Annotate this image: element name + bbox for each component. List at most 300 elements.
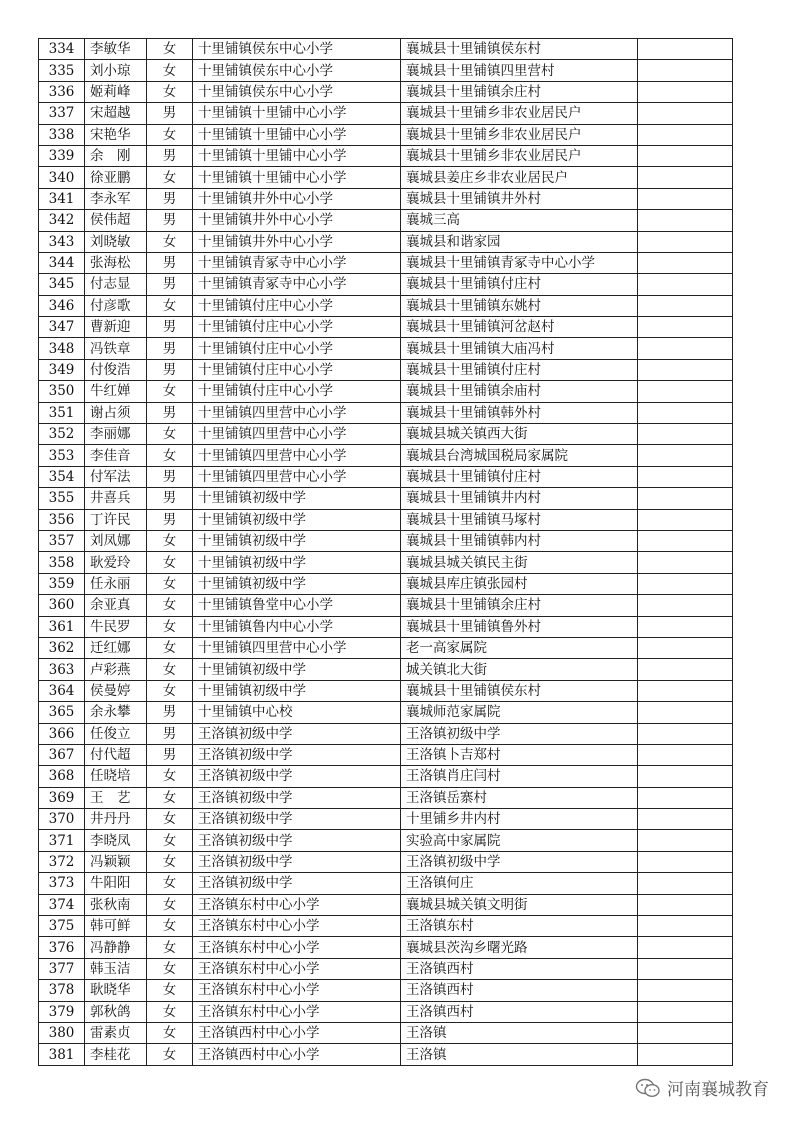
cell-address: 襄城县十里铺镇余庄村 — [401, 595, 638, 616]
cell-number: 365 — [39, 702, 85, 723]
cell-gender: 女 — [147, 167, 193, 188]
cell-school: 十里铺镇青冢寺中心小学 — [193, 252, 401, 273]
cell-number: 379 — [39, 1001, 85, 1022]
cell-name: 井丹丹 — [85, 809, 147, 830]
cell-address: 襄城县城关镇文明街 — [401, 894, 638, 915]
cell-school: 王洛镇初级中学 — [193, 723, 401, 744]
table-row — [39, 338, 733, 359]
cell-number: 363 — [39, 659, 85, 680]
cell-number: 361 — [39, 616, 85, 637]
cell-name: 侯伟超 — [85, 210, 147, 231]
table-row — [39, 680, 733, 701]
cell-number: 375 — [39, 916, 85, 937]
cell-note — [638, 252, 733, 273]
table-row — [39, 552, 733, 573]
cell-address: 襄城县十里铺镇侯东村 — [401, 39, 638, 60]
table-row — [39, 466, 733, 487]
cell-gender: 女 — [147, 595, 193, 616]
cell-school: 十里铺镇付庄中心小学 — [193, 359, 401, 380]
cell-note — [638, 488, 733, 509]
cell-address: 襄城县十里铺镇韩外村 — [401, 402, 638, 423]
watermark — [635, 1075, 769, 1100]
table-row — [39, 1001, 733, 1022]
cell-address: 王洛镇岳寨村 — [401, 787, 638, 808]
cell-note — [638, 530, 733, 551]
table-row — [39, 723, 733, 744]
cell-note — [638, 424, 733, 445]
cell-school: 十里铺镇鲁堂中心小学 — [193, 595, 401, 616]
cell-name: 李晓凤 — [85, 830, 147, 851]
cell-school: 王洛镇西村中心小学 — [193, 1044, 401, 1065]
cell-note — [638, 381, 733, 402]
table-row — [39, 616, 733, 637]
cell-school: 王洛镇初级中学 — [193, 787, 401, 808]
table-row — [39, 916, 733, 937]
cell-school: 十里铺镇四里营中心小学 — [193, 445, 401, 466]
cell-address: 襄城县茨沟乡曙光路 — [401, 937, 638, 958]
table-row — [39, 60, 733, 81]
cell-name: 付志显 — [85, 274, 147, 295]
cell-school: 十里铺镇井外中心小学 — [193, 188, 401, 209]
cell-note — [638, 1044, 733, 1065]
cell-number: 335 — [39, 60, 85, 81]
cell-name: 侯曼婷 — [85, 680, 147, 701]
cell-name: 徐亚鹏 — [85, 167, 147, 188]
cell-name: 张秋南 — [85, 894, 147, 915]
watermark-text: 河南襄城教育 — [667, 1080, 769, 1100]
cell-gender: 女 — [147, 552, 193, 573]
cell-note — [638, 338, 733, 359]
cell-school: 十里铺镇井外中心小学 — [193, 231, 401, 252]
cell-number: 336 — [39, 81, 85, 102]
cell-address: 王洛镇卜吉郑村 — [401, 744, 638, 765]
cell-gender: 女 — [147, 295, 193, 316]
cell-address: 王洛镇西村 — [401, 958, 638, 979]
cell-gender: 女 — [147, 573, 193, 594]
cell-address: 王洛镇何庄 — [401, 873, 638, 894]
cell-school: 十里铺镇初级中学 — [193, 573, 401, 594]
cell-address: 王洛镇初级中学 — [401, 851, 638, 872]
cell-school: 王洛镇初级中学 — [193, 744, 401, 765]
cell-school: 十里铺镇初级中学 — [193, 488, 401, 509]
cell-number: 347 — [39, 317, 85, 338]
cell-gender: 女 — [147, 1022, 193, 1043]
cell-gender: 男 — [147, 317, 193, 338]
cell-gender: 男 — [147, 274, 193, 295]
cell-school: 十里铺镇中心校 — [193, 702, 401, 723]
cell-address: 襄城县十里铺镇付庄村 — [401, 359, 638, 380]
cell-number: 364 — [39, 680, 85, 701]
cell-school: 十里铺镇十里铺中心小学 — [193, 145, 401, 166]
table-row — [39, 980, 733, 1001]
table-row — [39, 873, 733, 894]
cell-name: 迁红娜 — [85, 637, 147, 658]
cell-name: 冯静静 — [85, 937, 147, 958]
cell-number: 354 — [39, 466, 85, 487]
cell-gender: 男 — [147, 188, 193, 209]
cell-name: 雷素贞 — [85, 1022, 147, 1043]
cell-name: 余亚真 — [85, 595, 147, 616]
cell-name: 任俊立 — [85, 723, 147, 744]
cell-school: 十里铺镇四里营中心小学 — [193, 402, 401, 423]
table-row — [39, 359, 733, 380]
cell-gender: 女 — [147, 124, 193, 145]
cell-number: 352 — [39, 424, 85, 445]
cell-note — [638, 637, 733, 658]
cell-address: 王洛镇 — [401, 1022, 638, 1043]
table-row — [39, 809, 733, 830]
cell-gender: 女 — [147, 81, 193, 102]
cell-name: 付代超 — [85, 744, 147, 765]
cell-gender: 女 — [147, 766, 193, 787]
cell-note — [638, 359, 733, 380]
cell-number: 366 — [39, 723, 85, 744]
table-row — [39, 231, 733, 252]
cell-note — [638, 317, 733, 338]
cell-number: 334 — [39, 39, 85, 60]
table-row — [39, 188, 733, 209]
table-row — [39, 530, 733, 551]
cell-gender: 女 — [147, 231, 193, 252]
cell-note — [638, 702, 733, 723]
cell-number: 381 — [39, 1044, 85, 1065]
cell-note — [638, 958, 733, 979]
cell-note — [638, 295, 733, 316]
cell-school: 十里铺镇四里营中心小学 — [193, 466, 401, 487]
table-row — [39, 103, 733, 124]
cell-school: 十里铺镇付庄中心小学 — [193, 317, 401, 338]
cell-gender: 女 — [147, 809, 193, 830]
cell-gender: 女 — [147, 873, 193, 894]
cell-name: 姬莉峰 — [85, 81, 147, 102]
cell-note — [638, 188, 733, 209]
cell-name: 余 刚 — [85, 145, 147, 166]
wechat-icon — [635, 1078, 661, 1098]
cell-note — [638, 124, 733, 145]
cell-gender: 女 — [147, 1001, 193, 1022]
cell-name: 耿爱玲 — [85, 552, 147, 573]
cell-number: 360 — [39, 595, 85, 616]
cell-school: 十里铺镇侯东中心小学 — [193, 60, 401, 81]
table-row — [39, 274, 733, 295]
cell-address: 襄城县十里铺镇青冢寺中心小学 — [401, 252, 638, 273]
table-row — [39, 958, 733, 979]
cell-name: 李敏华 — [85, 39, 147, 60]
table-row — [39, 145, 733, 166]
cell-note — [638, 894, 733, 915]
cell-gender: 男 — [147, 145, 193, 166]
cell-note — [638, 809, 733, 830]
cell-gender: 男 — [147, 402, 193, 423]
cell-name: 韩玉洁 — [85, 958, 147, 979]
cell-gender: 女 — [147, 637, 193, 658]
cell-name: 卢彩燕 — [85, 659, 147, 680]
cell-number: 345 — [39, 274, 85, 295]
cell-note — [638, 145, 733, 166]
cell-name: 耿晓华 — [85, 980, 147, 1001]
cell-number: 353 — [39, 445, 85, 466]
table-row — [39, 1022, 733, 1043]
cell-note — [638, 851, 733, 872]
cell-address: 襄城县十里铺镇河岔赵村 — [401, 317, 638, 338]
cell-gender: 女 — [147, 1044, 193, 1065]
table-row — [39, 167, 733, 188]
cell-address: 襄城县十里铺镇韩内村 — [401, 530, 638, 551]
cell-school: 十里铺镇井外中心小学 — [193, 210, 401, 231]
cell-note — [638, 595, 733, 616]
cell-address: 襄城县十里铺乡非农业居民户 — [401, 124, 638, 145]
cell-gender: 女 — [147, 916, 193, 937]
table-row — [39, 509, 733, 530]
cell-address: 王洛镇肖庄闫村 — [401, 766, 638, 787]
cell-number: 372 — [39, 851, 85, 872]
cell-gender: 女 — [147, 937, 193, 958]
cell-gender: 男 — [147, 488, 193, 509]
cell-gender: 女 — [147, 616, 193, 637]
cell-note — [638, 210, 733, 231]
cell-gender: 男 — [147, 509, 193, 530]
cell-number: 341 — [39, 188, 85, 209]
cell-school: 王洛镇初级中学 — [193, 809, 401, 830]
cell-school: 十里铺镇青冢寺中心小学 — [193, 274, 401, 295]
cell-number: 337 — [39, 103, 85, 124]
cell-name: 郭秋鸽 — [85, 1001, 147, 1022]
cell-school: 十里铺镇四里营中心小学 — [193, 424, 401, 445]
table-row — [39, 445, 733, 466]
cell-note — [638, 103, 733, 124]
cell-note — [638, 552, 733, 573]
cell-number: 355 — [39, 488, 85, 509]
cell-gender: 男 — [147, 466, 193, 487]
table-row — [39, 894, 733, 915]
cell-school: 十里铺镇侯东中心小学 — [193, 39, 401, 60]
cell-note — [638, 167, 733, 188]
cell-name: 刘凤娜 — [85, 530, 147, 551]
cell-school: 十里铺镇十里铺中心小学 — [193, 124, 401, 145]
cell-gender: 女 — [147, 381, 193, 402]
cell-address: 襄城三高 — [401, 210, 638, 231]
cell-number: 356 — [39, 509, 85, 530]
cell-address: 王洛镇 — [401, 1044, 638, 1065]
cell-number: 362 — [39, 637, 85, 658]
cell-address: 襄城县十里铺镇付庄村 — [401, 466, 638, 487]
cell-number: 350 — [39, 381, 85, 402]
cell-number: 351 — [39, 402, 85, 423]
cell-note — [638, 445, 733, 466]
cell-name: 李佳音 — [85, 445, 147, 466]
cell-name: 宋超越 — [85, 103, 147, 124]
cell-number: 348 — [39, 338, 85, 359]
cell-name: 刘晓敏 — [85, 231, 147, 252]
cell-number: 368 — [39, 766, 85, 787]
cell-address: 王洛镇东村 — [401, 916, 638, 937]
cell-note — [638, 274, 733, 295]
cell-address: 襄城县十里铺镇马塚村 — [401, 509, 638, 530]
cell-note — [638, 680, 733, 701]
cell-note — [638, 616, 733, 637]
cell-number: 376 — [39, 937, 85, 958]
cell-note — [638, 1001, 733, 1022]
cell-gender: 女 — [147, 958, 193, 979]
table-row — [39, 381, 733, 402]
table-row — [39, 937, 733, 958]
cell-gender: 女 — [147, 424, 193, 445]
cell-school: 十里铺镇侯东中心小学 — [193, 81, 401, 102]
cell-note — [638, 766, 733, 787]
cell-address: 襄城县十里铺乡非农业居民户 — [401, 145, 638, 166]
cell-gender: 女 — [147, 851, 193, 872]
cell-address: 襄城县十里铺镇鲁外村 — [401, 616, 638, 637]
cell-number: 374 — [39, 894, 85, 915]
table-row — [39, 637, 733, 658]
cell-number: 370 — [39, 809, 85, 830]
table-row — [39, 124, 733, 145]
cell-school: 十里铺镇四里营中心小学 — [193, 637, 401, 658]
cell-address: 襄城县库庄镇张园村 — [401, 573, 638, 594]
cell-note — [638, 744, 733, 765]
cell-gender: 男 — [147, 103, 193, 124]
cell-number: 378 — [39, 980, 85, 1001]
cell-number: 343 — [39, 231, 85, 252]
table-row — [39, 595, 733, 616]
cell-gender: 男 — [147, 252, 193, 273]
cell-gender: 男 — [147, 723, 193, 744]
cell-gender: 女 — [147, 39, 193, 60]
cell-school: 王洛镇东村中心小学 — [193, 958, 401, 979]
cell-note — [638, 787, 733, 808]
table-row — [39, 39, 733, 60]
cell-note — [638, 509, 733, 530]
cell-address: 襄城县台湾城国税局家属院 — [401, 445, 638, 466]
cell-number: 342 — [39, 210, 85, 231]
cell-name: 李桂花 — [85, 1044, 147, 1065]
cell-address: 王洛镇初级中学 — [401, 723, 638, 744]
cell-number: 367 — [39, 744, 85, 765]
cell-note — [638, 573, 733, 594]
cell-school: 王洛镇初级中学 — [193, 851, 401, 872]
cell-gender: 女 — [147, 894, 193, 915]
cell-name: 冯颖颖 — [85, 851, 147, 872]
cell-school: 王洛镇初级中学 — [193, 873, 401, 894]
cell-gender: 女 — [147, 659, 193, 680]
cell-address: 老一高家属院 — [401, 637, 638, 658]
cell-note — [638, 1022, 733, 1043]
table-row — [39, 573, 733, 594]
teacher-list-table — [38, 38, 733, 1066]
cell-gender: 男 — [147, 744, 193, 765]
cell-name: 冯铁章 — [85, 338, 147, 359]
cell-school: 十里铺镇初级中学 — [193, 659, 401, 680]
cell-name: 付彦歌 — [85, 295, 147, 316]
cell-address: 襄城县十里铺镇侯东村 — [401, 680, 638, 701]
cell-note — [638, 466, 733, 487]
cell-note — [638, 723, 733, 744]
cell-gender: 女 — [147, 830, 193, 851]
cell-number: 346 — [39, 295, 85, 316]
cell-address: 襄城县十里铺镇东姚村 — [401, 295, 638, 316]
cell-note — [638, 980, 733, 1001]
table-row — [39, 488, 733, 509]
cell-name: 丁许民 — [85, 509, 147, 530]
cell-school: 十里铺镇十里铺中心小学 — [193, 103, 401, 124]
cell-number: 357 — [39, 530, 85, 551]
cell-school: 十里铺镇初级中学 — [193, 530, 401, 551]
cell-address: 襄城县十里铺镇余庄村 — [401, 81, 638, 102]
table-row — [39, 702, 733, 723]
table-row — [39, 210, 733, 231]
table-row — [39, 81, 733, 102]
cell-name: 李丽娜 — [85, 424, 147, 445]
cell-school: 十里铺镇付庄中心小学 — [193, 338, 401, 359]
cell-name: 刘小琼 — [85, 60, 147, 81]
table-row — [39, 787, 733, 808]
cell-name: 付军法 — [85, 466, 147, 487]
cell-address: 襄城县城关镇民主街 — [401, 552, 638, 573]
cell-gender: 女 — [147, 980, 193, 1001]
cell-gender: 男 — [147, 359, 193, 380]
cell-name: 付俊浩 — [85, 359, 147, 380]
table-row — [39, 830, 733, 851]
cell-address: 王洛镇西村 — [401, 1001, 638, 1022]
cell-address: 城关镇北大街 — [401, 659, 638, 680]
cell-school: 王洛镇初级中学 — [193, 766, 401, 787]
cell-note — [638, 402, 733, 423]
cell-address: 襄城县十里铺镇大庙冯村 — [401, 338, 638, 359]
cell-gender: 女 — [147, 680, 193, 701]
cell-name: 宋艳华 — [85, 124, 147, 145]
cell-note — [638, 60, 733, 81]
cell-name: 牛红婵 — [85, 381, 147, 402]
cell-school: 十里铺镇付庄中心小学 — [193, 295, 401, 316]
cell-address: 襄城县和谐家园 — [401, 231, 638, 252]
cell-gender: 男 — [147, 702, 193, 723]
table-row — [39, 402, 733, 423]
cell-school: 王洛镇初级中学 — [193, 830, 401, 851]
cell-school: 王洛镇东村中心小学 — [193, 916, 401, 937]
cell-number: 339 — [39, 145, 85, 166]
cell-school: 王洛镇东村中心小学 — [193, 980, 401, 1001]
cell-school: 十里铺镇初级中学 — [193, 680, 401, 701]
cell-address: 襄城县城关镇西大街 — [401, 424, 638, 445]
cell-number: 373 — [39, 873, 85, 894]
cell-address: 襄城县十里铺镇井内村 — [401, 488, 638, 509]
cell-school: 十里铺镇付庄中心小学 — [193, 381, 401, 402]
cell-name: 井喜兵 — [85, 488, 147, 509]
cell-gender: 男 — [147, 210, 193, 231]
table-row — [39, 295, 733, 316]
cell-number: 371 — [39, 830, 85, 851]
cell-address: 襄城县十里铺乡非农业居民户 — [401, 103, 638, 124]
table-row — [39, 851, 733, 872]
cell-school: 王洛镇西村中心小学 — [193, 1022, 401, 1043]
table-row — [39, 1044, 733, 1065]
cell-school: 王洛镇东村中心小学 — [193, 937, 401, 958]
cell-note — [638, 81, 733, 102]
cell-address: 襄城师范家属院 — [401, 702, 638, 723]
cell-school: 十里铺镇初级中学 — [193, 509, 401, 530]
cell-note — [638, 659, 733, 680]
cell-number: 338 — [39, 124, 85, 145]
cell-address: 十里铺乡井内村 — [401, 809, 638, 830]
cell-gender: 女 — [147, 60, 193, 81]
table-row — [39, 659, 733, 680]
cell-name: 韩可鲜 — [85, 916, 147, 937]
table-row — [39, 424, 733, 445]
cell-number: 358 — [39, 552, 85, 573]
cell-address: 实验高中家属院 — [401, 830, 638, 851]
cell-number: 349 — [39, 359, 85, 380]
cell-number: 369 — [39, 787, 85, 808]
